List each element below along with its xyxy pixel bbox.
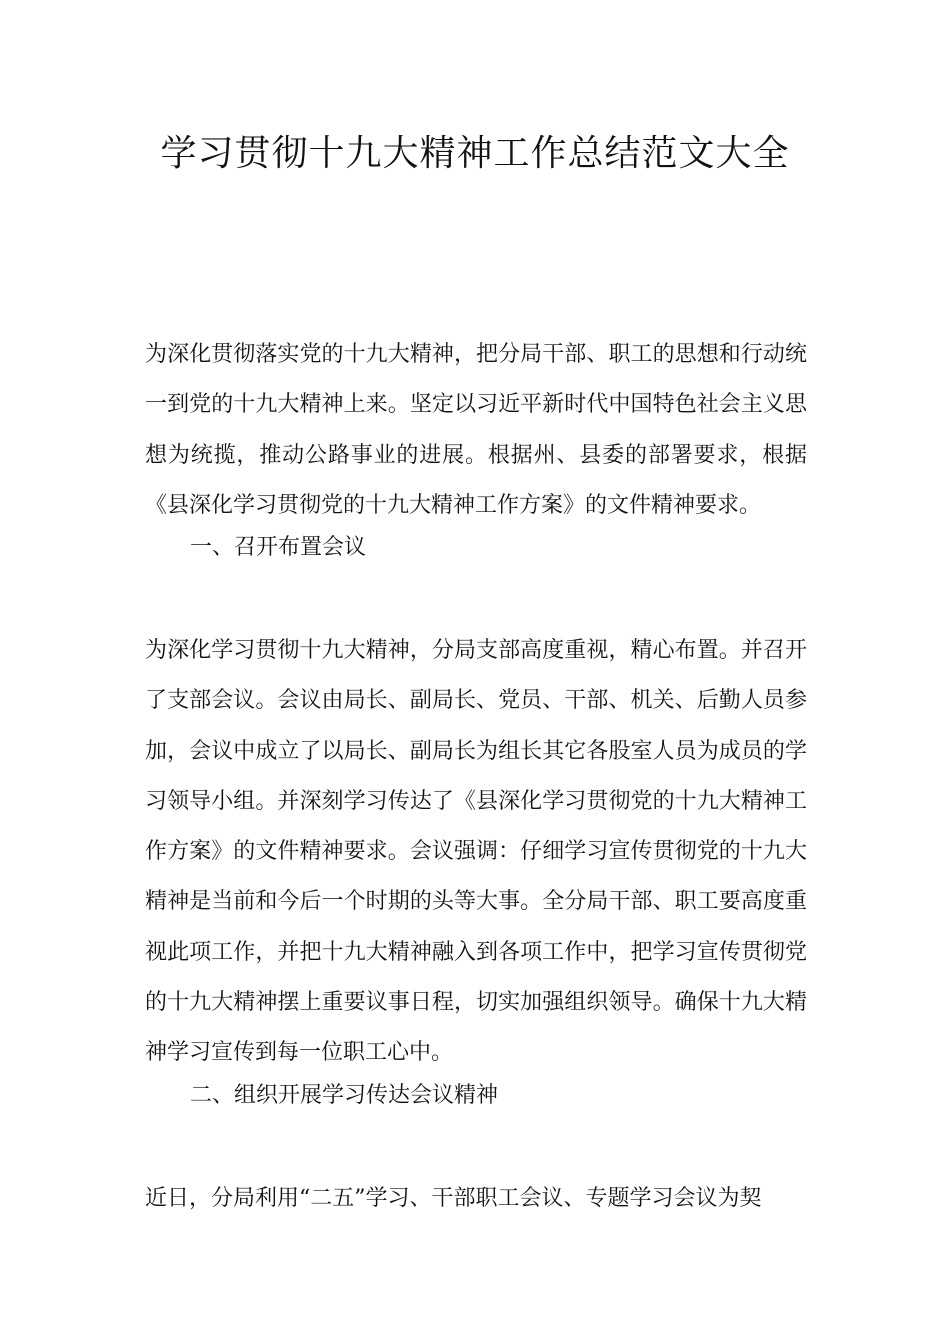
section-heading-2: 二、组织开展学习传达会议精神 <box>190 1083 499 1108</box>
section-heading-1: 一、召开布置会议 <box>190 535 367 560</box>
section-1-paragraph: 为深化学习贯彻十九大精神，分局支部高度重视，精心布置。并召开了支部会议。会议由局长、副局长、党员、干部、机关、后勤人员参加，会议中成立了以局长、副局长为组长其它各股室人员为成员的学习领导小组。并深刻学习传达了《县深化学习贯彻党的十九大精神工作方案》的文件精神要求。会议强调：仔细学习宣传贯彻党的十九大精神是当前和今后一个时期的头等大事。全分局干部、职工要高度重视此项工作，并把十九大精神融入到各项工作中，把学习宣传贯彻党的十九大精神摆上重要议事日程，切实加强组织领导。确保十九大精神学习宣传到每一位职工心中。 <box>145 638 807 1066</box>
section-2-paragraph: 近日，分局利用“二五”学习、干部职工会议、专题学习会议为契 <box>145 1186 762 1211</box>
document-title: 学习贯彻十九大精神工作总结范文大全 <box>160 133 790 174</box>
intro-paragraph: 为深化贯彻落实党的十九大精神，把分局干部、职工的思想和行动统一到党的十九大精神上来。坚定以习近平新时代中国特色社会主义思想为统揽，推动公路事业的进展。根据州、县委的部署要求，根据《县深化学习贯彻党的十九大精神工作方案》的文件精神要求。 <box>145 342 807 518</box>
